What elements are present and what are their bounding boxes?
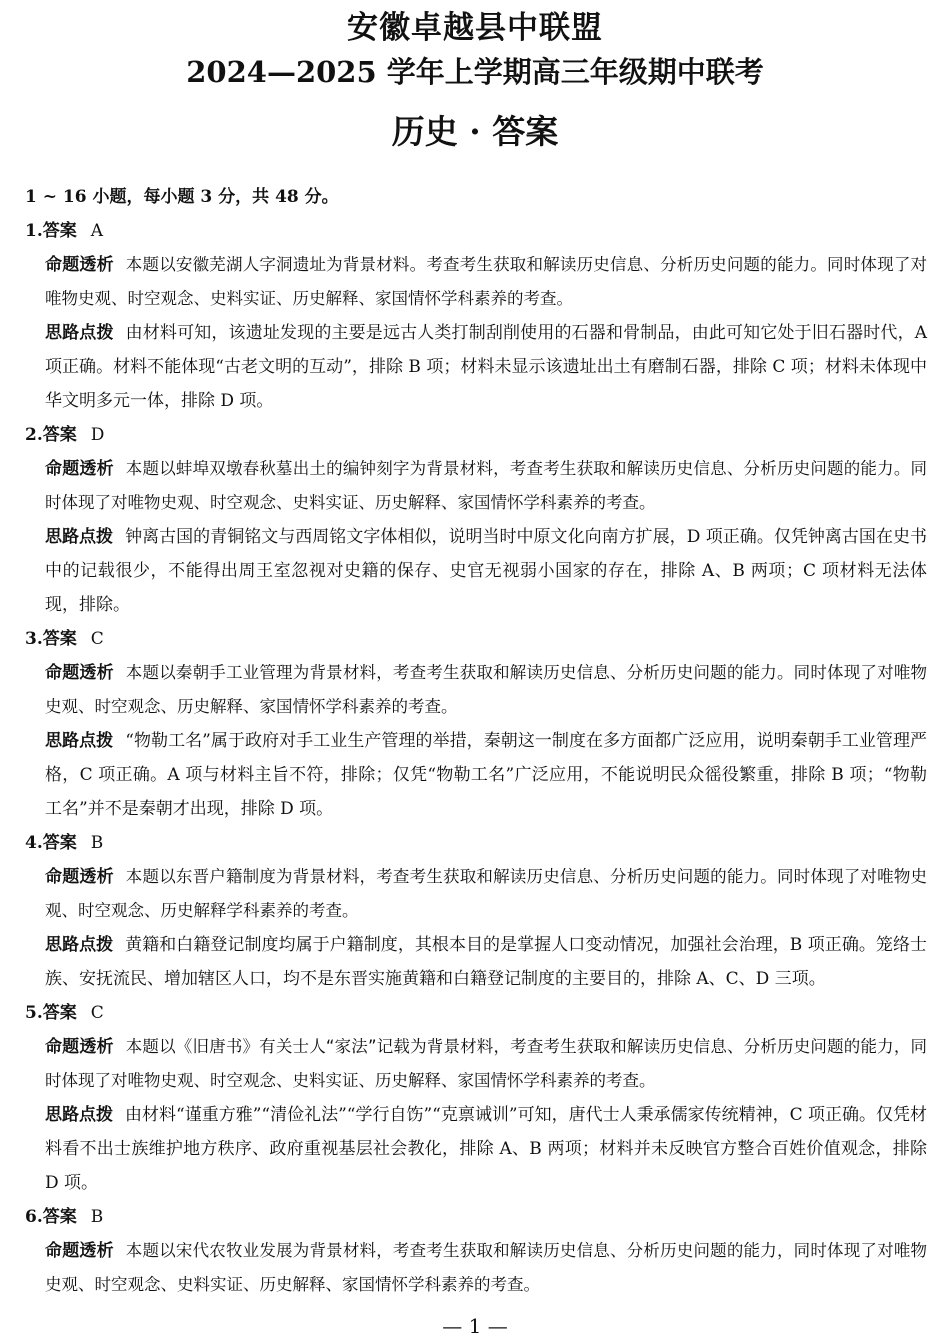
question-heading <box>25 1200 927 1234</box>
analysis-paragraph <box>25 860 927 928</box>
answer-label: 答案 <box>42 629 77 649</box>
answer-choice: C <box>90 629 104 649</box>
analysis-paragraph <box>25 1234 927 1302</box>
answer-choice: A <box>90 221 104 241</box>
analysis-paragraph <box>25 1030 927 1098</box>
answer-label: 答案 <box>42 425 77 445</box>
answer-choice: C <box>90 1003 104 1023</box>
analysis-label: 命题透析 <box>45 255 114 275</box>
analysis-text: 本题以安徽芜湖人字洞遗址为背景材料。考查考生获取和解读历史信息、分析历史问题的能力。同时体现了对唯物史观、时空观念、史料实证、历史解释、家国情怀学科素养的考查。 <box>45 255 928 308</box>
analysis-text: 本题以《旧唐书》有关士人“家法”记载为背景材料，考查考生获取和解读历史信息、分析历史问题的能力，同时体现了对唯物史观、时空观念、史料实证、历史解释、家国情怀学科素养的考查。 <box>45 1037 927 1090</box>
hint-text: 黄籍和白籍登记制度均属于户籍制度，其根本目的是掌握人口变动情况，加强社会治理，B 项正确。笼络士族、安抚流民、增加辖区人口，均不是东晋实施黄籍和白籍登记制度的主要目的，排除 A、C、D 三项。 <box>45 935 927 989</box>
hint-label: 思路点拨 <box>45 731 114 751</box>
alliance-title: 安徽卓越县中联盟 <box>347 10 603 46</box>
analysis-paragraph <box>25 452 927 520</box>
hint-paragraph <box>25 520 927 622</box>
analysis-label: 命题透析 <box>45 1037 114 1057</box>
question-number: 4. <box>25 833 43 853</box>
exam-title: 2024—2025 学年上学期高三年级期中联考 <box>186 55 764 89</box>
question-6 <box>25 1200 927 1302</box>
question-3 <box>25 622 927 826</box>
question-number: 3. <box>25 629 43 649</box>
answer-choice: B <box>90 833 104 853</box>
question-number: 6. <box>25 1207 43 1227</box>
analysis-paragraph <box>25 248 927 316</box>
question-number: 5. <box>25 1003 43 1023</box>
hint-label: 思路点拨 <box>45 323 114 343</box>
analysis-label: 命题透析 <box>45 867 114 887</box>
page-number: — 1 — <box>442 1314 508 1338</box>
subject-title: 历史 · 答案 <box>391 112 559 151</box>
analysis-text: 本题以秦朝手工业管理为背景材料，考查考生获取和解读历史信息、分析历史问题的能力。同时体现了对唯物史观、时空观念、历史解释、家国情怀学科素养的考查。 <box>45 663 928 716</box>
hint-text: “物勒工名”属于政府对手工业生产管理的举措，秦朝这一制度在多方面都广泛应用，说明秦朝手工业管理严格，C 项正确。A 项与材料主旨不符，排除；仅凭“物勒工名”广泛应用，不能说明民众徭役繁重，排除 B 项；“物勒工名”并不是秦朝才出现，排除 D 项。 <box>45 731 928 819</box>
answer-label: 答案 <box>42 833 77 853</box>
question-number: 1. <box>25 221 43 241</box>
question-2 <box>25 418 927 622</box>
hint-paragraph <box>25 316 927 418</box>
answer-label: 答案 <box>42 1003 77 1023</box>
analysis-paragraph <box>25 656 927 724</box>
question-heading <box>25 622 927 656</box>
hint-label: 思路点拨 <box>45 527 114 547</box>
question-heading <box>25 214 927 248</box>
analysis-label: 命题透析 <box>45 459 114 479</box>
hint-paragraph <box>25 928 927 996</box>
question-heading <box>25 418 927 452</box>
analysis-text: 本题以蚌埠双墩春秋墓出土的编钟刻字为背景材料，考查考生获取和解读历史信息、分析历史问题的能力。同时体现了对唯物史观、时空观念、史料实证、历史解释、家国情怀学科素养的考查。 <box>45 459 928 512</box>
answer-label: 答案 <box>42 1207 77 1227</box>
analysis-label: 命题透析 <box>45 663 114 683</box>
hint-paragraph <box>25 724 927 826</box>
scoring-intro: 1 ~ 16 小题，每小题 3 分，共 48 分。 <box>25 187 339 207</box>
analysis-text: 本题以宋代农牧业发展为背景材料，考查考生获取和解读历史信息、分析历史问题的能力，同时体现了对唯物史观、时空观念、史料实证、历史解释、家国情怀学科素养的考查。 <box>45 1241 928 1294</box>
hint-label: 思路点拨 <box>45 935 114 955</box>
hint-text: 由材料可知，该遗址发现的主要是远古人类打制刮削使用的石器和骨制品，由此可知它处于旧石器时代，A 项正确。材料不能体现“古老文明的互动”，排除 B 项；材料未显示该遗址出土有磨制石器，排除 C 项；材料未体现中华文明多元一体，排除 D 项。 <box>45 323 928 411</box>
answer-label: 答案 <box>42 221 77 241</box>
question-5 <box>25 996 927 1200</box>
hint-label: 思路点拨 <box>45 1105 114 1125</box>
analysis-text: 本题以东晋户籍制度为背景材料，考查考生获取和解读历史信息、分析历史问题的能力。同时体现了对唯物史观、时空观念、历史解释学科素养的考查。 <box>45 867 928 920</box>
question-heading <box>25 996 927 1030</box>
question-number: 2. <box>25 425 43 445</box>
hint-text: 由材料“谨重方雅”“清俭礼法”“学行自饬”“克禀诫训”可知，唐代士人秉承儒家传统精神，C 项正确。仅凭材料看不出士族维护地方秩序、政府重视基层社会教化，排除 A、B 两项；材料并未反映官方整合百姓价值观念，排除 D 项。 <box>45 1105 928 1193</box>
answer-choice: D <box>90 425 105 445</box>
question-heading <box>25 826 927 860</box>
answer-content <box>25 180 927 1302</box>
answer-choice: B <box>90 1207 104 1227</box>
hint-text: 钟离古国的青铜铭文与西周铭文字体相似，说明当时中原文化向南方扩展，D 项正确。仅凭钟离古国在史书中的记载很少，不能得出周王室忽视对史籍的保存、史官无视弱小国家的存在，排除 A、B 两项；C 项材料无法体现，排除。 <box>45 527 927 615</box>
hint-paragraph <box>25 1098 927 1200</box>
question-1 <box>25 214 927 418</box>
question-4 <box>25 826 927 996</box>
analysis-label: 命题透析 <box>45 1241 114 1261</box>
